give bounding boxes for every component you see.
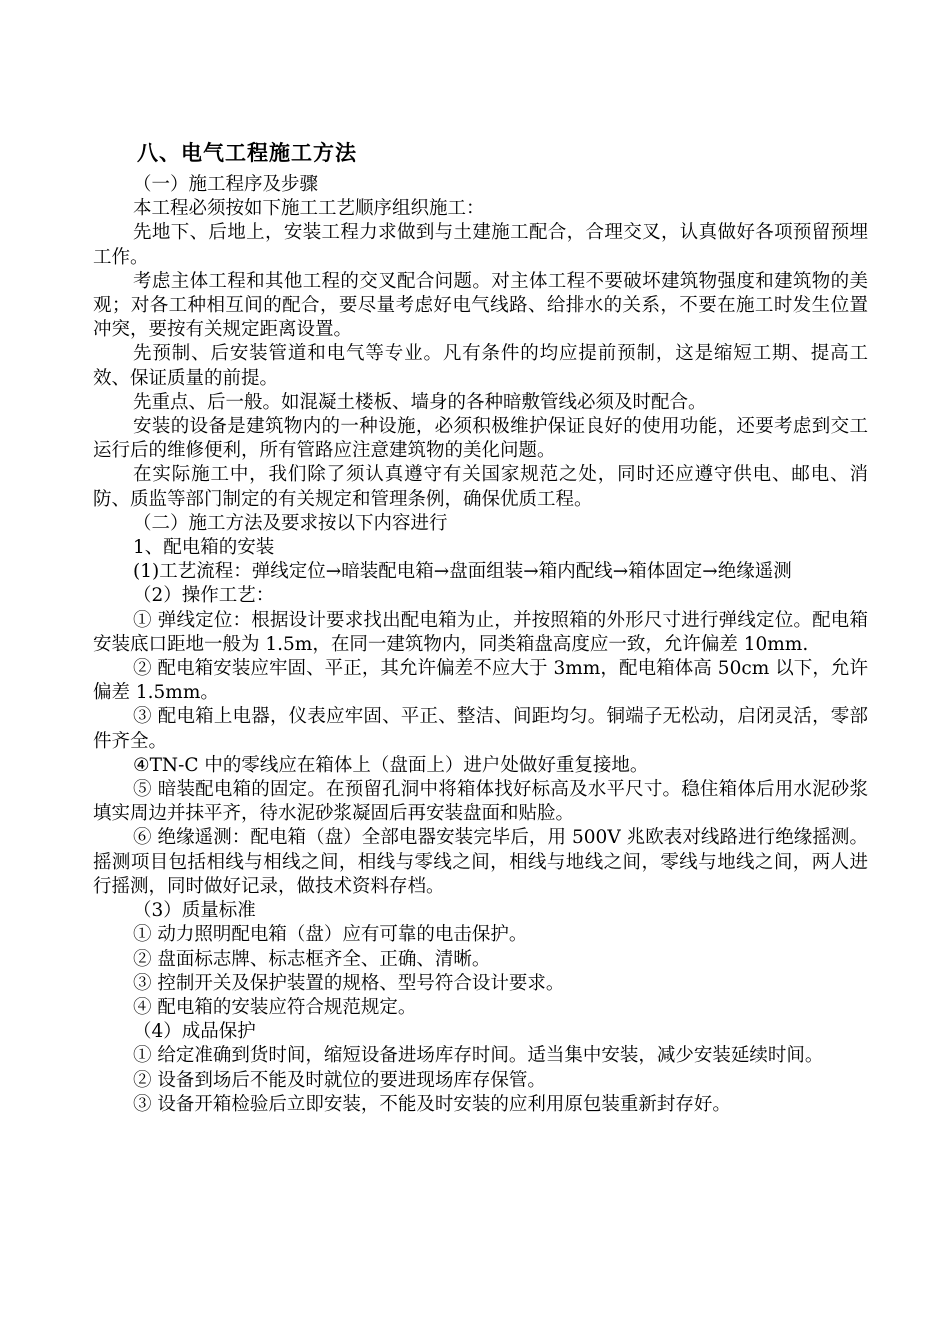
paragraph-9: （二）施工方法及要求按以下内容进行 [133, 512, 448, 534]
paragraph-24: （4）成品保护 [133, 1021, 256, 1043]
paragraph-3: 先地下、后地上，安装工程力求做到与土建施工配合，合理交叉，认真做好各项预留预埋工作。 [93, 222, 868, 268]
paragraph-15: ③ 配电箱上电器，仪表应牢固、平正、整洁、间距均匀。铜端子无松动，启闭灵活，零部件齐全。 [93, 706, 868, 752]
paragraph-19: （3）质量标准 [133, 900, 256, 922]
paragraph-25: ① 给定准确到货时间，缩短设备进场库存时间。适当集中安装，减少安装延续时间。 [133, 1045, 824, 1067]
paragraph-18: ⑥ 绝缘遥测：配电箱（盘）全部电器安装完毕后，用 500V 兆欧表对线路进行绝缘摇测。摇测项目包括相线与相线之间，相线与零线之间，相线与地线之间，零线与地线之间，两人进行摇测，同时做好记录，做技术资料存档。 [93, 827, 868, 897]
document-body [93, 173, 868, 1117]
paragraph-22: ③ 控制开关及保护装置的规格、型号符合设计要求。 [133, 972, 565, 994]
paragraph-21: ② 盘面标志牌、标志框齐全、正确、清晰。 [133, 948, 491, 970]
paragraph-6: 先重点、后一般。如混凝土楼板、墙身的各种暗敷管线必须及时配合。 [133, 391, 707, 413]
paragraph-13: ① 弹线定位：根据设计要求找出配电箱为止，并按照箱的外形尺寸进行弹线定位。配电箱安装底口距地一般为 1.5m，在同一建筑物内，同类箱盘高度应一致，允许偏差 10mm. [93, 609, 868, 655]
paragraph-7: 安装的设备是建筑物内的一种设施，必须积极维护保证良好的使用功能，还要考虑到交工运行后的维修便利，所有管路应注意建筑物的美化问题。 [93, 416, 868, 462]
paragraph-16: ④TN-C 中的零线应在箱体上（盘面上）进户处做好重复接地。 [133, 754, 649, 776]
paragraph-27: ③ 设备开箱检验后立即安装，不能及时安装的应利用原包装重新封存好。 [133, 1093, 731, 1115]
paragraph-4: 考虑主体工程和其他工程的交叉配合问题。对主体工程不要破坏建筑物强度和建筑物的美观；对各工种相互间的配合，要尽量考虑好电气线路、给排水的关系，不要在施工时发生位置冲突，要按有关规定距离设置。 [93, 270, 868, 341]
section-title: 八、电气工程施工方法 [137, 141, 357, 165]
paragraph-26: ② 设备到场后不能及时就位的要进现场库存保管。 [133, 1069, 546, 1091]
paragraph-1: （一）施工程序及步骤 [133, 174, 319, 195]
paragraph-10: 1、配电箱的安装 [133, 537, 275, 559]
paragraph-17: ⑤ 暗装配电箱的固定。在预留孔洞中将箱体找好标高及水平尺寸。稳住箱体后用水泥砂浆填实周边并抹平齐，待水泥砂浆凝固后再安装盘面和贴脸。 [93, 779, 868, 825]
paragraph-12: （2）操作工艺： [133, 585, 275, 607]
paragraph-20: ① 动力照明配电箱（盘）应有可靠的电击保护。 [133, 924, 528, 946]
paragraph-14: ② 配电箱安装应牢固、平正，其允许偏差不应大于 3mm，配电箱体高 50cm 以下，允许偏差 1.5mm。 [93, 658, 868, 704]
paragraph-23: ④ 配电箱的安装应符合规范规定。 [133, 996, 417, 1018]
paragraph-11: (1)工艺流程：弹线定位→暗装配电箱→盘面组装→箱内配线→箱体固定→绝缘遥测 [133, 561, 792, 583]
paragraph-8: 在实际施工中，我们除了须认真遵守有关国家规范之处，同时还应遵守供电、邮电、消防、质监等部门制定的有关规定和管理条例，确保优质工程。 [93, 464, 868, 510]
paragraph-2: 本工程必须按如下施工工艺顺序组织施工： [133, 198, 485, 220]
paragraph-5: 先预制、后安装管道和电气等专业。凡有条件的均应提前预制，这是缩短工期、提高工效、保证质量的前提。 [93, 343, 868, 389]
